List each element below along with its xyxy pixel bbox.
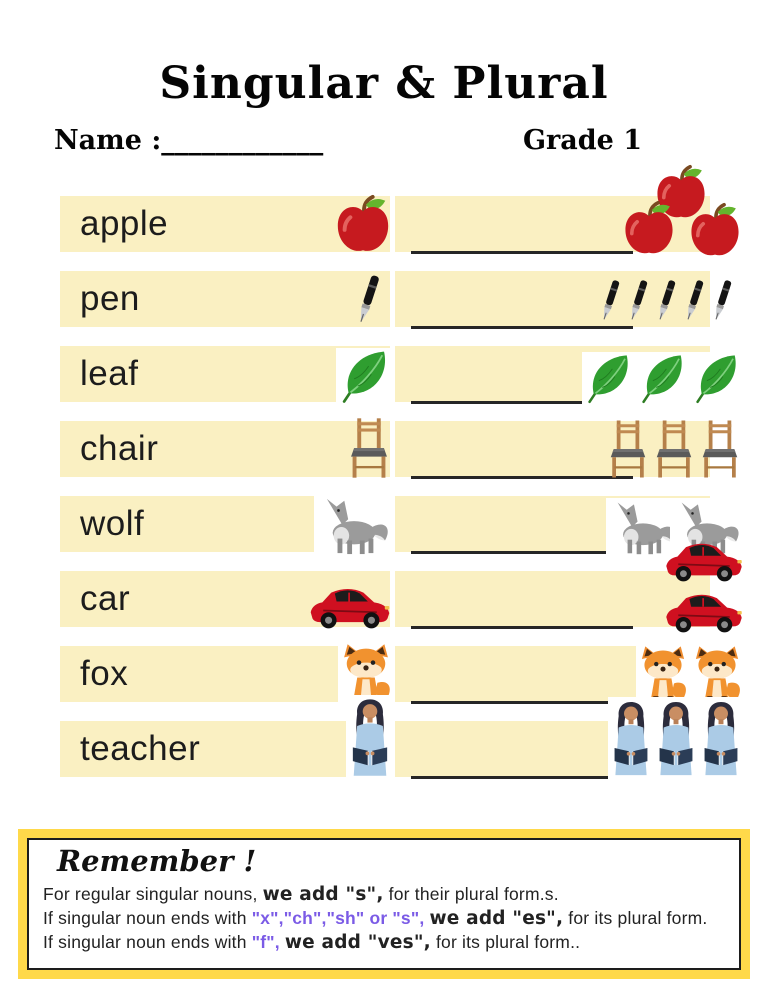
plural-icons-chair bbox=[604, 417, 744, 481]
singular-box-leaf bbox=[60, 346, 390, 402]
leaf-icon bbox=[636, 352, 690, 406]
singular-box-car bbox=[60, 571, 390, 627]
singular-box-pen bbox=[60, 271, 390, 327]
plural-icons-apple bbox=[620, 166, 750, 258]
singular-box-apple bbox=[60, 196, 390, 252]
leaf-icon bbox=[582, 352, 636, 406]
text-run: we add "ves", bbox=[284, 932, 431, 953]
text-run: For regular singular nouns, bbox=[43, 884, 263, 904]
apple-icon bbox=[332, 194, 394, 256]
apple-icon bbox=[686, 202, 744, 260]
plural-box-leaf bbox=[395, 346, 710, 402]
singular-word: chair bbox=[80, 429, 159, 468]
plural-box-pen bbox=[395, 271, 710, 327]
pen-icon bbox=[700, 271, 744, 331]
plural-box-teacher bbox=[395, 721, 710, 777]
apple-icon bbox=[620, 200, 678, 258]
text-run: for its plural form. bbox=[563, 908, 708, 928]
teacher-icon bbox=[608, 697, 654, 781]
singular-word: leaf bbox=[80, 354, 139, 393]
word-row-car bbox=[60, 571, 768, 627]
singular-word: wolf bbox=[80, 504, 145, 543]
word-row-fox bbox=[60, 646, 768, 702]
word-row-leaf bbox=[60, 346, 768, 402]
answer-blank-chair[interactable] bbox=[411, 476, 633, 479]
chair-icon bbox=[604, 417, 652, 481]
singular-word: apple bbox=[80, 204, 169, 243]
page-title: Singular & Plural bbox=[159, 58, 609, 109]
singular-word: teacher bbox=[80, 729, 201, 768]
name-blank-line[interactable]: ____________ bbox=[161, 125, 324, 156]
singular-box-chair bbox=[60, 421, 390, 477]
word-row-pen bbox=[60, 271, 768, 327]
singular-word: pen bbox=[80, 279, 140, 318]
name-field[interactable] bbox=[54, 125, 323, 156]
chair-icon bbox=[696, 417, 744, 481]
remember-line bbox=[43, 932, 729, 953]
grade-label: Grade 1 bbox=[522, 125, 642, 156]
car-icon bbox=[306, 581, 394, 631]
plural-box-chair bbox=[395, 421, 710, 477]
wolf-icon bbox=[314, 494, 394, 556]
word-row-teacher bbox=[60, 721, 768, 777]
teacher-icon bbox=[346, 695, 394, 781]
plural-icons-pen bbox=[588, 271, 744, 331]
teacher-icon bbox=[653, 697, 699, 781]
remember-heading: Remember ! bbox=[57, 844, 257, 878]
answer-blank-car[interactable] bbox=[411, 626, 633, 629]
header-row bbox=[54, 125, 642, 156]
word-row-apple bbox=[60, 196, 768, 252]
plural-icons-car bbox=[662, 536, 746, 635]
answer-blank-fox[interactable] bbox=[411, 701, 633, 704]
pen-icon bbox=[342, 269, 394, 331]
singular-word: fox bbox=[80, 654, 129, 693]
text-run: for their plural form.s. bbox=[383, 884, 559, 904]
text-run: we add "es", bbox=[429, 908, 564, 929]
word-row-chair bbox=[60, 421, 768, 477]
plural-icons-teacher bbox=[608, 697, 744, 781]
text-run: we add "s", bbox=[262, 884, 384, 905]
remember-box bbox=[18, 829, 750, 979]
car-icon bbox=[662, 587, 746, 635]
singular-box-teacher bbox=[60, 721, 390, 777]
plural-box-fox bbox=[395, 646, 710, 702]
remember-line bbox=[43, 908, 729, 929]
text-run: If singular noun ends with bbox=[43, 908, 252, 928]
chair-icon bbox=[650, 417, 698, 481]
plural-icons-leaf bbox=[582, 352, 744, 406]
text-run: If singular noun ends with bbox=[43, 932, 252, 952]
answer-blank-apple[interactable] bbox=[411, 251, 633, 254]
leaf-icon bbox=[336, 348, 394, 406]
text-run: "x","ch","sh" or "s", bbox=[251, 908, 425, 928]
text-run: for its plural form.. bbox=[430, 932, 581, 952]
remember-line bbox=[43, 884, 729, 905]
leaf-icon bbox=[690, 352, 744, 406]
word-rows bbox=[0, 196, 768, 777]
car-icon bbox=[662, 536, 746, 584]
answer-blank-teacher[interactable] bbox=[411, 776, 633, 779]
singular-box-fox bbox=[60, 646, 390, 702]
teacher-icon bbox=[698, 697, 744, 781]
answer-blank-wolf[interactable] bbox=[411, 551, 633, 554]
plural-box-car bbox=[395, 571, 710, 627]
remember-rules bbox=[43, 884, 729, 953]
text-run: "f", bbox=[251, 932, 280, 952]
singular-box-wolf bbox=[60, 496, 390, 552]
singular-word: car bbox=[80, 579, 131, 618]
plural-box-apple bbox=[395, 196, 710, 252]
chair-icon bbox=[344, 415, 394, 481]
name-label: Name : bbox=[54, 125, 162, 156]
